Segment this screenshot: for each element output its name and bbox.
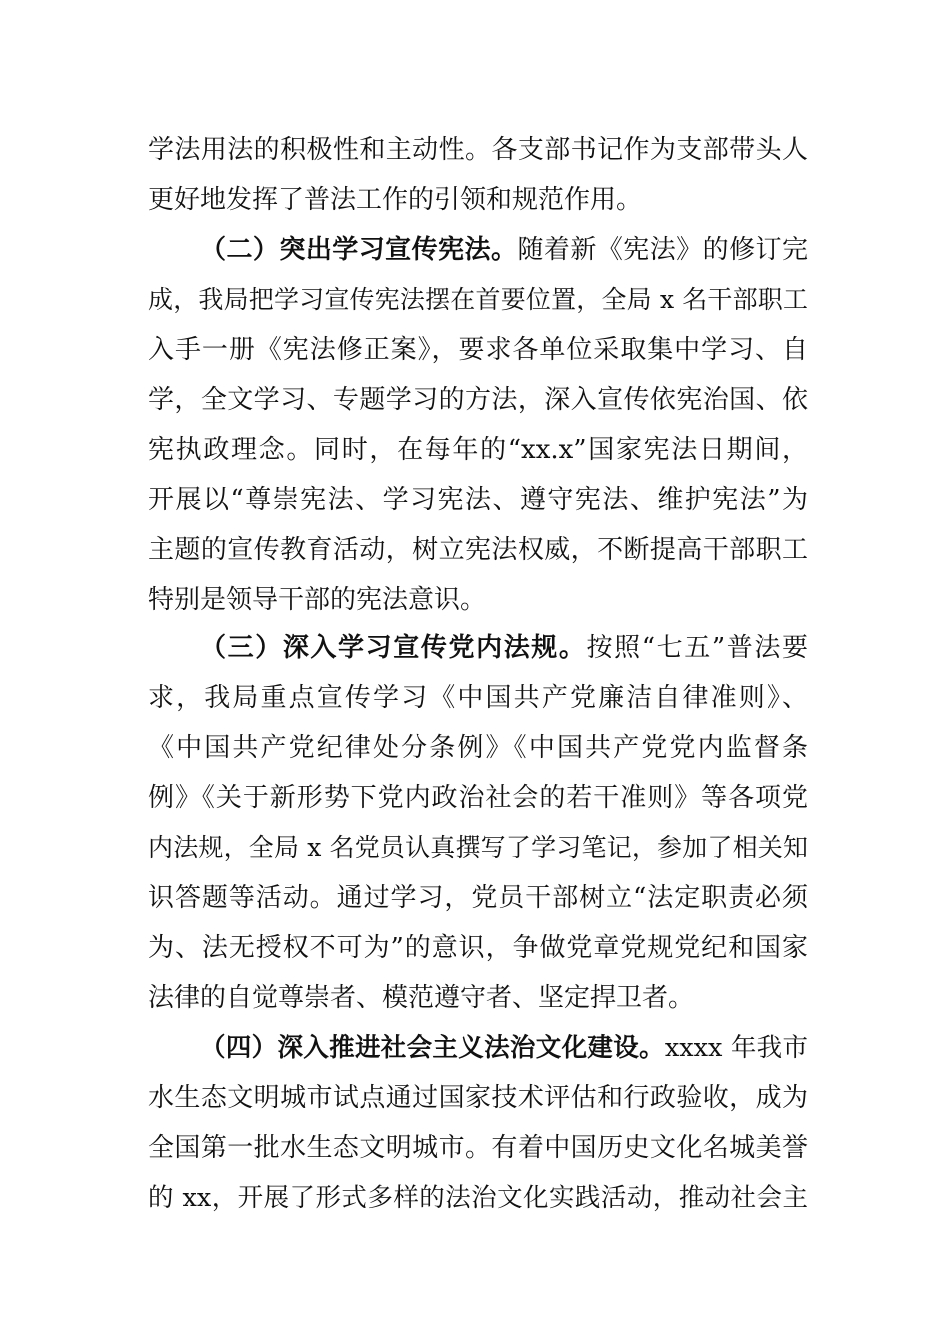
text-line: 宪执政理念。同时，在每年的“xx.x”国家宪法日期间， <box>148 435 808 465</box>
paragraph-first-line <box>200 628 808 668</box>
text-line: 求，我局重点宣传学习《中国共产党廉洁自律准则》、 <box>148 683 808 713</box>
paragraph-first-line <box>200 230 808 270</box>
text-line: 入手一册《宪法修正案》，要求各单位采取集中学习、自 <box>148 335 808 365</box>
text-line: 开展以“尊崇宪法、学习宪法、遵守宪法、维护宪法”为 <box>148 485 808 515</box>
section-heading: （三）深入学习宣传党内法规。 <box>200 633 587 663</box>
text-line: 的 xx，开展了形式多样的法治文化实践活动，推动社会主 <box>148 1183 808 1213</box>
section-heading: （四）深入推进社会主义法治文化建设。 <box>200 1033 665 1063</box>
text-line: 更好地发挥了普法工作的引领和规范作用。 <box>148 185 643 215</box>
text-line: 学法用法的积极性和主动性。各支部书记作为支部带头人 <box>148 135 808 165</box>
text-line: 水生态文明城市试点通过国家技术评估和行政验收，成为 <box>148 1083 808 1113</box>
text-span: 按照“七五”普法要 <box>586 633 808 663</box>
text-line: 内法规，全局 x 名党员认真撰写了学习笔记，参加了相关知 <box>148 833 808 862</box>
text-span: 随着新《宪法》的修订完 <box>517 235 808 265</box>
text-line: 成，我局把学习宣传宪法摆在首要位置，全局 x 名干部职工 <box>148 285 808 314</box>
text-line: 学，全文学习、专题学习的方法，深入宣传依宪治国、依 <box>148 385 808 415</box>
text-span: xxxx 年我市 <box>664 1033 808 1063</box>
text-line: 特别是领导干部的宪法意识。 <box>148 585 487 615</box>
text-line: 全国第一批水生态文明城市。有着中国历史文化名城美誉 <box>148 1133 808 1163</box>
paragraph-first-line <box>200 1028 808 1068</box>
section-heading: （二）突出学习宣传宪法。 <box>200 235 518 265</box>
text-line: 法律的自觉尊崇者、模范遵守者、坚定捍卫者。 <box>148 983 695 1013</box>
text-line: 《中国共产党纪律处分条例》《中国共产党党内监督条 <box>148 733 808 763</box>
text-line: 例》《关于新形势下党内政治社会的若干准则》等各项党 <box>148 783 808 813</box>
text-line: 识答题等活动。通过学习，党员干部树立“法定职责必须 <box>148 883 808 913</box>
text-line: 主题的宣传教育活动，树立宪法权威，不断提高干部职工 <box>148 535 808 565</box>
text-line: 为、法无授权不可为”的意识，争做党章党规党纪和国家 <box>148 933 808 963</box>
